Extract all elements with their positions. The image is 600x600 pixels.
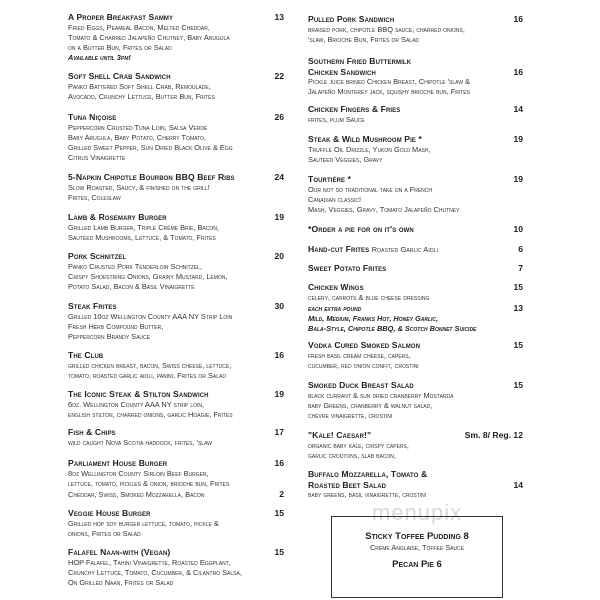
item-name-wrap bbox=[68, 350, 103, 361]
menu-item bbox=[68, 547, 284, 588]
item-header bbox=[68, 350, 284, 361]
item-description-line: Canadian classic! bbox=[308, 194, 362, 204]
item-name: Chicken Fingers & Fries bbox=[308, 104, 401, 114]
item-description-line: grilled chicken breast, bacon, Swiss cheese, lettuce, bbox=[68, 360, 232, 370]
item-name: *Order a pie for on it's own bbox=[308, 224, 414, 234]
item-description-line: on a Butter Bun, Frites or Salad bbox=[68, 43, 172, 53]
item-description-line: Crispy Shoestring Onions, Grainy Mustard, Lemon, bbox=[68, 271, 228, 281]
menu-item bbox=[308, 174, 523, 215]
item-price: 14 bbox=[513, 479, 523, 490]
item-price: 7 bbox=[518, 263, 523, 273]
item-name-wrap bbox=[308, 14, 394, 25]
item-name-wrap bbox=[308, 224, 414, 235]
item-name: Southern Fried Buttermilk bbox=[308, 56, 412, 66]
menu-item bbox=[68, 301, 284, 342]
item-description-line: Panko Battered Soft Shell Crab, Remoulade, bbox=[68, 81, 211, 91]
item-description-line: lettuce, tomato, pickles & onion, brioche bun, Frites bbox=[68, 478, 230, 488]
item-price: 6 bbox=[518, 244, 523, 254]
item-name-wrap bbox=[68, 212, 167, 223]
item-header bbox=[68, 212, 284, 223]
item-name: The Club bbox=[68, 350, 104, 360]
item-price: Sm. 8/ Reg. 12 bbox=[464, 430, 523, 440]
item-header bbox=[68, 508, 284, 519]
menu-item bbox=[68, 71, 284, 102]
item-description-line: Grilled 10oz Wellington County AAA NY Strip Loin bbox=[68, 311, 233, 321]
item-header bbox=[68, 71, 284, 82]
item-extra bbox=[68, 489, 284, 500]
item-price: 19 bbox=[513, 134, 523, 144]
item-header bbox=[308, 244, 523, 256]
item-price: 20 bbox=[274, 251, 284, 261]
item-name-wrap bbox=[308, 174, 351, 185]
item-header bbox=[308, 67, 523, 78]
menu-item bbox=[68, 458, 284, 500]
item-name-wrap bbox=[308, 380, 414, 391]
item-header bbox=[308, 104, 523, 115]
item-name: A Proper Breakfast Sammy bbox=[68, 12, 174, 22]
item-name-line2: Chicken Sandwich bbox=[308, 66, 376, 77]
item-name: Steak & Wild Mushroom Pie * bbox=[308, 134, 422, 144]
item-name: Soft Shell Crab Sandwich bbox=[68, 71, 171, 81]
item-name: Pulled Pork Sandwich bbox=[308, 14, 395, 24]
item-extra-label: each extra pound bbox=[308, 303, 362, 313]
menu-item bbox=[68, 12, 284, 64]
menu-item bbox=[308, 340, 523, 371]
item-name-line2: Roasted Beet Salad bbox=[308, 479, 387, 490]
watermark: menupix bbox=[372, 500, 463, 525]
item-description-line: Baby Arugula, Baby Potato, Cherry Tomato, bbox=[68, 132, 206, 142]
item-header bbox=[308, 14, 523, 25]
menu-item bbox=[68, 350, 284, 381]
item-name-wrap bbox=[308, 340, 420, 351]
item-description-line: fresh basil cream cheese, capers, bbox=[308, 350, 411, 360]
item-header bbox=[68, 172, 284, 183]
item-price: 19 bbox=[513, 174, 523, 184]
item-description-line: 'slaw, Brioche Bun, Frites or Salad bbox=[308, 34, 420, 44]
item-name-wrap bbox=[308, 244, 438, 256]
menu-item bbox=[308, 282, 523, 335]
item-name: "Kale! Caesar!" bbox=[308, 430, 372, 440]
item-header bbox=[68, 427, 284, 438]
item-price: 16 bbox=[513, 14, 523, 24]
item-header bbox=[308, 480, 523, 491]
item-name: 5-Napkin Chipotle Bourbon BBQ Beef Ribs bbox=[68, 172, 235, 182]
item-name-wrap bbox=[68, 251, 126, 262]
item-name: Chicken Wings bbox=[308, 282, 364, 292]
item-header bbox=[68, 251, 284, 262]
item-price: 30 bbox=[274, 301, 284, 311]
item-price: 16 bbox=[513, 66, 523, 77]
item-description-line: black currant & sun dried cranberry Mostarda bbox=[308, 390, 454, 400]
item-name-wrap bbox=[308, 430, 371, 441]
item-header bbox=[308, 282, 523, 293]
item-description-line: garlic croutons, slab bacon, bbox=[308, 450, 396, 460]
item-header bbox=[68, 112, 284, 123]
item-header bbox=[68, 301, 284, 312]
item-description-line: Our not so traditional take on a French bbox=[308, 184, 432, 194]
item-description-line: Grilled Sweet Pepper, Sun Dried Black Olive & Egg bbox=[68, 143, 233, 153]
item-price: 15 bbox=[513, 340, 523, 350]
item-name: Smoked Duck Breast Salad bbox=[308, 380, 414, 390]
item-name-wrap bbox=[68, 389, 209, 400]
item-description-line: Potato Salad, Bacon & Basil Vinaigrette bbox=[68, 282, 195, 292]
item-name: Parliament House Burger bbox=[68, 458, 168, 468]
item-extra-price: 2 bbox=[279, 489, 284, 500]
dessert-box bbox=[331, 516, 503, 598]
item-description-line: Sautéed Veggies, Gravy bbox=[308, 154, 383, 164]
item-header bbox=[68, 458, 284, 469]
item-inline-description: Roasted Garlic Aioli bbox=[371, 245, 439, 254]
item-description-line: Fresh Herb Compound Butter, bbox=[68, 321, 164, 331]
item-price: 19 bbox=[274, 389, 284, 399]
item-name: Buffalo Mozzarella, Tomato & bbox=[308, 469, 428, 479]
item-price: 14 bbox=[513, 104, 523, 114]
item-description-line: Citrus Vinaigrette bbox=[68, 153, 126, 163]
item-price: 13 bbox=[274, 12, 284, 22]
menu-item bbox=[68, 508, 284, 539]
menu-item bbox=[308, 104, 523, 125]
item-description-line: Truffle Oil Drizzle, Yukon Gold Mash, bbox=[308, 144, 431, 154]
menu-item bbox=[68, 112, 284, 164]
menu-item bbox=[308, 244, 523, 256]
item-extra bbox=[308, 303, 523, 314]
item-header bbox=[68, 12, 284, 23]
item-description-line: wild caught Nova Scotia haddock, frites, 'slaw bbox=[68, 437, 212, 447]
item-description-line: baby greens, basil vinaigrette, crostini bbox=[308, 490, 427, 499]
item-name: Sweet Potato Frites bbox=[308, 263, 387, 273]
item-note-line: Bala-Style, Chipotle BBQ, & Scotch Bonnet Suicide bbox=[308, 324, 477, 334]
item-price: 15 bbox=[513, 282, 523, 292]
item-name: Hand-cut Frites bbox=[308, 244, 370, 254]
item-name-wrap bbox=[68, 458, 167, 469]
item-name-wrap bbox=[308, 263, 386, 274]
menu-item bbox=[308, 380, 523, 421]
item-note-line: Mild, Medium, Franks Hot, Honey Garlic, bbox=[308, 314, 439, 324]
item-name: Tourtière * bbox=[308, 174, 352, 184]
item-header bbox=[308, 174, 523, 185]
item-name: The Iconic Steak & Stilton Sandwich bbox=[68, 389, 209, 399]
item-extra-price: 13 bbox=[513, 302, 523, 313]
menu-item bbox=[308, 263, 523, 274]
item-price: 26 bbox=[274, 112, 284, 122]
item-description-line: Tomato & Charred Jalapeño Chutney, Baby Arugula bbox=[68, 32, 230, 42]
item-price: 15 bbox=[274, 508, 284, 518]
item-description-line: Grilled hop soy burger lettuce, tomato, pickle & bbox=[68, 518, 219, 528]
item-description-line: Panko Crusted Pork Tenderloin Schnitzel, bbox=[68, 261, 202, 271]
item-note: Available until 3pm! bbox=[68, 53, 131, 63]
item-description-line: braised pork, chipotle BBQ sauce, charred onions, bbox=[308, 24, 465, 34]
menu-item bbox=[68, 212, 284, 243]
item-price: 19 bbox=[274, 212, 284, 222]
item-name-wrap bbox=[68, 71, 171, 82]
menu-item bbox=[308, 14, 523, 45]
dessert-sticky-toffee-pudding: Sticky Toffee Pudding 8 bbox=[365, 531, 469, 542]
dessert-pecan-pie: Pecan Pie 6 bbox=[392, 559, 442, 570]
item-description-line: onions, Frites or Salad bbox=[68, 528, 141, 538]
item-description-line: Jalapeño Monterey jack, squishy brioche bun, Frites bbox=[308, 87, 470, 97]
item-description-line: organic baby kale, crispy capers, bbox=[308, 440, 409, 450]
item-name: Vodka Cured Smoked Salmon bbox=[308, 340, 421, 350]
item-description-line: Fried Eggs, Peameal Bacon, Melted Cheddar, bbox=[68, 22, 210, 32]
dessert-description: Crème Anglaise, Toffee Sauce bbox=[369, 543, 465, 552]
item-header bbox=[308, 380, 523, 391]
item-name: Tuna Niçoise bbox=[68, 112, 117, 122]
item-price: 24 bbox=[274, 172, 284, 182]
item-name-wrap bbox=[68, 172, 235, 183]
item-description-line: Slow Roasted, Saucy, & finished on the grill! bbox=[68, 182, 210, 192]
item-description-line: Avocado, Crunchy Lettuce, Butter Bun, Frites bbox=[68, 91, 215, 101]
item-name: Fish & Chips bbox=[68, 427, 116, 437]
item-description-line: tomato, roasted garlic aioli, panini, Frites or Salad bbox=[68, 370, 226, 380]
item-header bbox=[308, 224, 523, 235]
item-price: 15 bbox=[513, 380, 523, 390]
item-description-line: chèvre vinaigrette, crostini bbox=[308, 411, 393, 421]
menu-item bbox=[68, 172, 284, 203]
item-price: 17 bbox=[274, 427, 284, 437]
item-name-wrap bbox=[308, 282, 364, 293]
item-price: 16 bbox=[274, 350, 284, 360]
item-description-line: cucumber, red onion confit, crostini bbox=[308, 360, 419, 370]
item-description-line: Frites, Coleslaw bbox=[68, 192, 121, 202]
menu-item bbox=[68, 251, 284, 292]
item-description-line: HOP Falafel, Tahini Vinaigrette, Roasted Eggplant, bbox=[68, 557, 231, 567]
menu-item bbox=[308, 224, 523, 235]
item-description-line: Mash, Veggies, Gravy, Tomato Jalapeño Chutney bbox=[308, 205, 460, 215]
item-description-line: Sautéed Mushrooms, Lettuce, & Tomato, Frites bbox=[68, 232, 216, 242]
item-price: 16 bbox=[274, 458, 284, 468]
item-description-line: 6oz. Wellington County AAA NY strip loin, bbox=[68, 399, 205, 409]
item-price: 10 bbox=[513, 224, 523, 234]
item-name-wrap bbox=[68, 508, 151, 519]
item-description-line: english stilton, charred onions, garlic Hoagie, Frites bbox=[68, 409, 233, 419]
item-name-wrap bbox=[68, 12, 173, 23]
item-description-line: Pickle juice brined Chicken Breast, Chipotle 'slaw & bbox=[308, 77, 471, 86]
menu-item bbox=[68, 427, 284, 448]
item-description-line: On Grilled Naan, Frites or Salad bbox=[68, 578, 174, 588]
item-description-line: baby Greens, cranberry & walnut salad, bbox=[308, 400, 433, 410]
item-name-wrap bbox=[68, 301, 117, 312]
menu-item bbox=[68, 389, 284, 420]
item-description-line: Peppercorn Brandy Sauce bbox=[68, 332, 150, 342]
menu-item bbox=[308, 469, 523, 500]
item-header bbox=[308, 263, 523, 274]
item-header bbox=[308, 134, 523, 145]
menu-item bbox=[308, 430, 523, 461]
item-price: 22 bbox=[274, 71, 284, 81]
item-name-wrap bbox=[68, 112, 116, 123]
item-description-line: 8oz Wellington County Sirloin Beef Burger, bbox=[68, 468, 209, 478]
item-name-wrap bbox=[308, 104, 400, 115]
item-price: 15 bbox=[274, 547, 284, 557]
item-name-wrap bbox=[68, 547, 170, 558]
item-name: Lamb & Rosemary Burger bbox=[68, 212, 167, 222]
menu-item bbox=[308, 56, 523, 98]
item-name: Falafel Naan-with (Vegan) bbox=[68, 547, 171, 557]
item-name: Pork Schnitzel bbox=[68, 251, 127, 261]
item-description-line: Peppercorn Crusted Tuna Loin, Salsa Verde bbox=[68, 122, 208, 132]
item-description-line: Crunchy Lettuce, Tomato, Cucumber, & Cilantro Salsa, bbox=[68, 567, 242, 577]
item-description-line: celery, carrots & blue cheese dressing bbox=[308, 292, 430, 302]
item-header bbox=[68, 389, 284, 400]
item-header bbox=[308, 430, 523, 441]
item-header bbox=[68, 547, 284, 558]
item-header bbox=[308, 340, 523, 351]
item-name: Veggie House Burger bbox=[68, 508, 151, 518]
item-description-line: Grilled Lamb Burger, Triple Crème Brie, Bacon, bbox=[68, 222, 219, 232]
item-name-wrap bbox=[68, 427, 116, 438]
item-extra-label: Cheddar, Swiss, Smoked Mozzarella, Bacon bbox=[68, 490, 205, 500]
item-name: Steak Frites bbox=[68, 301, 117, 311]
item-name-wrap bbox=[308, 134, 422, 145]
item-description-line: frites, plum Sauce bbox=[308, 114, 365, 124]
menu-item bbox=[308, 134, 523, 165]
